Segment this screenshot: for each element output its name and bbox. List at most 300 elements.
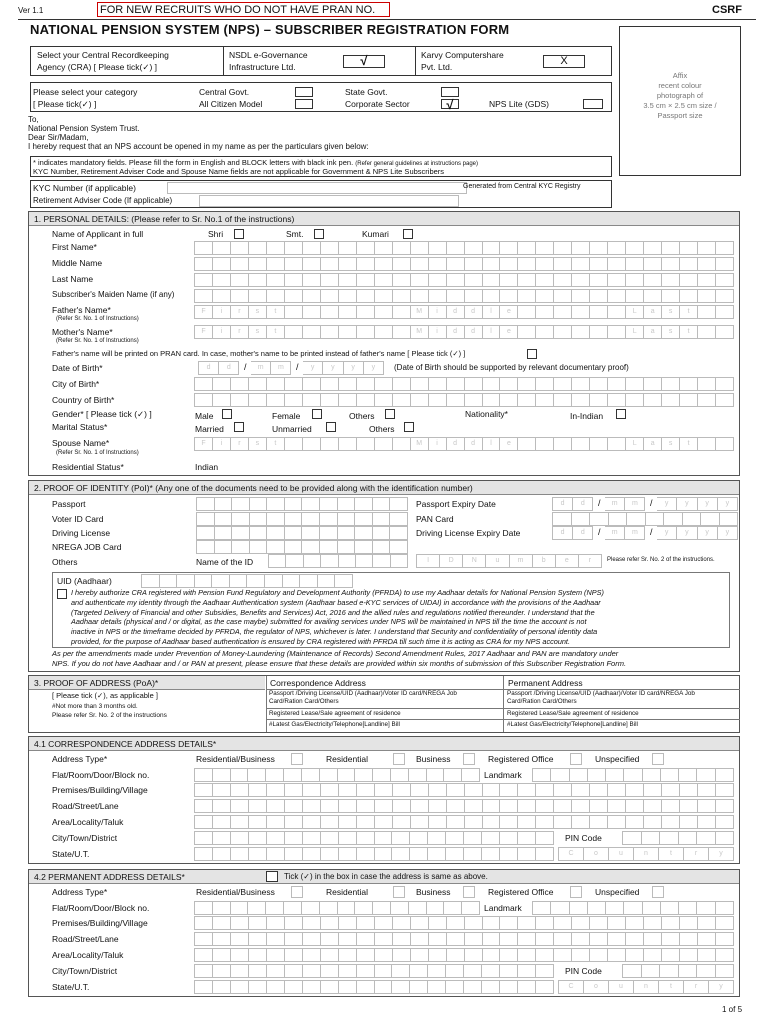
maiden-name-input-cell[interactable]	[500, 289, 518, 303]
dl-expiry-input-cell[interactable]: y	[657, 526, 677, 540]
spouse-name-input[interactable]	[194, 437, 734, 451]
last-name-input-cell[interactable]	[339, 273, 357, 287]
corr-premises-input-cell[interactable]	[194, 783, 213, 797]
last-name-input-cell[interactable]	[626, 273, 644, 287]
middle-name-input-cell[interactable]	[213, 257, 231, 271]
perm-state-input-cell[interactable]	[500, 980, 518, 994]
maiden-name-input-cell[interactable]	[321, 289, 339, 303]
perm-flat-input-cell[interactable]	[373, 901, 391, 915]
perm-country-input-cell[interactable]: t	[659, 980, 684, 994]
perm-road-input-cell[interactable]	[716, 932, 734, 946]
perm-state-input-cell[interactable]	[482, 980, 500, 994]
perm-area-input-cell[interactable]	[339, 948, 357, 962]
corr-state-input-cell[interactable]	[428, 847, 446, 861]
spouse-name-input-cell[interactable]	[590, 437, 608, 451]
passport-input-cell[interactable]	[320, 497, 338, 511]
corr-road-input-cell[interactable]	[411, 799, 429, 813]
maiden-name-input-cell[interactable]	[194, 289, 213, 303]
corr-premises-input[interactable]	[194, 783, 734, 797]
last-name-input-cell[interactable]	[554, 273, 572, 287]
dl-expiry-input-cell[interactable]: y	[698, 526, 718, 540]
perm-area-input-cell[interactable]	[608, 948, 626, 962]
perm-city-input-cell[interactable]	[194, 964, 213, 978]
corr-road-input-cell[interactable]	[608, 799, 626, 813]
corr-state-input-cell[interactable]	[321, 847, 339, 861]
corr-city-input-cell[interactable]	[410, 831, 428, 845]
middle-name-input-cell[interactable]	[662, 257, 680, 271]
spouse-name-input-cell[interactable]: s	[662, 437, 680, 451]
spouse-name-input-cell[interactable]	[393, 437, 411, 451]
city-of-birth-input-cell[interactable]	[483, 377, 501, 391]
corr-premises-input-cell[interactable]	[554, 783, 572, 797]
name-of-id-input-cell[interactable]	[339, 554, 356, 568]
perm-flat-input-cell[interactable]	[266, 901, 284, 915]
mother-name-input-cell[interactable]: e	[500, 325, 518, 339]
first-name-input-cell[interactable]	[590, 241, 608, 255]
corr-type-reg-checkbox[interactable]	[570, 753, 582, 765]
voter-id-input-cell[interactable]	[250, 512, 268, 526]
corr-area-input-cell[interactable]	[536, 815, 554, 829]
spouse-name-input-cell[interactable]	[357, 437, 375, 451]
perm-road-input-cell[interactable]	[213, 932, 231, 946]
pan-card-input-cell[interactable]	[552, 512, 572, 526]
country-of-birth-input-cell[interactable]	[483, 393, 501, 407]
perm-city-input-cell[interactable]	[446, 964, 464, 978]
corr-flat-input-cell[interactable]	[231, 768, 249, 782]
perm-area-input-cell[interactable]	[285, 948, 303, 962]
corr-premises-input-cell[interactable]	[608, 783, 626, 797]
print-mother-name-checkbox[interactable]	[527, 349, 537, 359]
perm-premises-input-cell[interactable]	[447, 916, 465, 930]
nrega-input-cell[interactable]	[250, 540, 268, 554]
perm-premises-input-cell[interactable]	[339, 916, 357, 930]
father-name-input-cell[interactable]	[716, 305, 734, 319]
pan-card-input-cell[interactable]	[701, 512, 720, 526]
perm-flat-input-cell[interactable]	[231, 901, 249, 915]
corr-area-input-cell[interactable]	[231, 815, 249, 829]
perm-country-input-cell[interactable]: C	[558, 980, 584, 994]
country-of-birth-input-cell[interactable]	[375, 393, 393, 407]
perm-city-input-cell[interactable]	[375, 964, 393, 978]
spouse-name-input-cell[interactable]: s	[249, 437, 267, 451]
id-number-input-cell[interactable]: e	[556, 554, 579, 568]
perm-type-resbus-checkbox[interactable]	[291, 886, 303, 898]
perm-road-input-cell[interactable]	[465, 932, 483, 946]
female-checkbox[interactable]	[312, 409, 322, 419]
uid-input-cell[interactable]	[335, 574, 353, 588]
maiden-name-input-cell[interactable]	[267, 289, 285, 303]
country-of-birth-input-cell[interactable]	[644, 393, 662, 407]
middle-name-input-cell[interactable]	[393, 257, 411, 271]
passport-expiry-input-cell[interactable]: y	[698, 497, 718, 511]
middle-name-input-cell[interactable]	[285, 257, 303, 271]
father-name-input-cell[interactable]: t	[267, 305, 285, 319]
perm-flat-input-cell[interactable]	[194, 901, 213, 915]
corr-road-input-cell[interactable]	[626, 799, 644, 813]
perm-area-input-cell[interactable]	[231, 948, 249, 962]
perm-city-input-cell[interactable]	[357, 964, 375, 978]
country-of-birth-input-cell[interactable]	[698, 393, 716, 407]
maiden-name-input-cell[interactable]	[608, 289, 626, 303]
corr-premises-input-cell[interactable]	[339, 783, 357, 797]
perm-state-input-cell[interactable]	[375, 980, 393, 994]
maiden-name-input-cell[interactable]	[680, 289, 698, 303]
maiden-name-input[interactable]	[194, 289, 734, 303]
corr-area-input-cell[interactable]	[375, 815, 393, 829]
city-of-birth-input-cell[interactable]	[644, 377, 662, 391]
name-of-id-input-cell[interactable]	[286, 554, 303, 568]
corr-area-input-cell[interactable]	[698, 815, 716, 829]
last-name-input-cell[interactable]	[698, 273, 716, 287]
mother-name-input-cell[interactable]	[339, 325, 357, 339]
perm-premises-input-cell[interactable]	[644, 916, 662, 930]
perm-road-input-cell[interactable]	[590, 932, 608, 946]
mother-name-input-cell[interactable]	[716, 325, 734, 339]
corr-pin-input-cell[interactable]	[716, 831, 735, 845]
corr-city-input-cell[interactable]	[392, 831, 410, 845]
first-name-input-cell[interactable]	[716, 241, 734, 255]
same-address-checkbox[interactable]	[266, 871, 278, 882]
city-of-birth-input-cell[interactable]	[626, 377, 644, 391]
passport-input-cell[interactable]	[267, 497, 285, 511]
corr-landmark-input-cell[interactable]	[697, 768, 715, 782]
corr-state-input-cell[interactable]	[194, 847, 213, 861]
perm-city-input-cell[interactable]	[392, 964, 410, 978]
dl-expiry-input-cell[interactable]: d	[552, 526, 573, 540]
perm-country-input-cell[interactable]: o	[584, 980, 609, 994]
corr-road-input-cell[interactable]	[249, 799, 267, 813]
uid-input-cell[interactable]	[212, 574, 230, 588]
nrega-input-cell[interactable]	[373, 540, 391, 554]
father-name-input-cell[interactable]: i	[213, 305, 231, 319]
corr-area-input-cell[interactable]	[572, 815, 590, 829]
corr-road-input-cell[interactable]	[429, 799, 447, 813]
mother-name-input-cell[interactable]: t	[680, 325, 698, 339]
first-name-input-cell[interactable]	[518, 241, 536, 255]
corr-area-input-cell[interactable]	[644, 815, 662, 829]
pan-card-input-cell[interactable]	[646, 512, 665, 526]
country-of-birth-input-cell[interactable]	[716, 393, 734, 407]
middle-name-input-cell[interactable]	[483, 257, 501, 271]
spouse-name-input-cell[interactable]	[572, 437, 590, 451]
corr-premises-input-cell[interactable]	[231, 783, 249, 797]
corr-state-input-cell[interactable]	[339, 847, 357, 861]
dl-expiry-input-cell[interactable]: y	[718, 526, 738, 540]
maiden-name-input-cell[interactable]	[357, 289, 375, 303]
id-number-input[interactable]	[416, 554, 602, 568]
voter-id-input-cell[interactable]	[302, 512, 320, 526]
perm-road-input-cell[interactable]	[483, 932, 501, 946]
spouse-name-input-cell[interactable]	[339, 437, 357, 451]
perm-city-input[interactable]	[194, 964, 554, 978]
country-of-birth-input-cell[interactable]	[572, 393, 590, 407]
corr-premises-input-cell[interactable]	[716, 783, 734, 797]
passport-expiry-input-cell[interactable]: d	[573, 497, 593, 511]
photo-box[interactable]	[619, 26, 741, 176]
perm-premises-input-cell[interactable]	[429, 916, 447, 930]
city-of-birth-input-cell[interactable]	[518, 377, 536, 391]
male-checkbox[interactable]	[222, 409, 232, 419]
state-govt-checkbox[interactable]	[441, 87, 459, 97]
mother-name-input-cell[interactable]: M	[411, 325, 429, 339]
corr-road-input-cell[interactable]	[321, 799, 339, 813]
perm-landmark-input-cell[interactable]	[679, 901, 697, 915]
perm-state-input-cell[interactable]	[231, 980, 249, 994]
perm-area-input-cell[interactable]	[267, 948, 285, 962]
middle-name-input-cell[interactable]	[375, 257, 393, 271]
mother-name-input[interactable]	[194, 325, 734, 339]
middle-name-input-cell[interactable]	[608, 257, 626, 271]
passport-input-cell[interactable]	[196, 497, 215, 511]
corr-area-input-cell[interactable]	[429, 815, 447, 829]
perm-type-unspec-checkbox[interactable]	[652, 886, 664, 898]
father-name-input-cell[interactable]: s	[249, 305, 267, 319]
mother-name-input-cell[interactable]	[393, 325, 411, 339]
mother-name-input-cell[interactable]: s	[662, 325, 680, 339]
middle-name-input-cell[interactable]	[554, 257, 572, 271]
maiden-name-input-cell[interactable]	[644, 289, 662, 303]
kyc-number-input[interactable]	[167, 182, 467, 194]
corr-road-input-cell[interactable]	[644, 799, 662, 813]
id-number-input-cell[interactable]: r	[579, 554, 602, 568]
country-of-birth-input-cell[interactable]	[249, 393, 267, 407]
first-name-input-cell[interactable]	[644, 241, 662, 255]
corr-type-resbus-checkbox[interactable]	[291, 753, 303, 765]
perm-city-input-cell[interactable]	[518, 964, 536, 978]
country-of-birth-input-cell[interactable]	[590, 393, 608, 407]
country-of-birth-input-cell[interactable]	[339, 393, 357, 407]
father-name-input-cell[interactable]	[518, 305, 536, 319]
corr-premises-input-cell[interactable]	[321, 783, 339, 797]
maiden-name-input-cell[interactable]	[590, 289, 608, 303]
country-of-birth-input-cell[interactable]	[518, 393, 536, 407]
spouse-name-input-cell[interactable]: l	[483, 437, 501, 451]
last-name-input-cell[interactable]	[194, 273, 213, 287]
dl-expiry-input-cell[interactable]: /	[650, 527, 653, 537]
city-of-birth-input-cell[interactable]	[194, 377, 213, 391]
spouse-name-input-cell[interactable]	[698, 437, 716, 451]
corr-city-input-cell[interactable]	[194, 831, 213, 845]
driving-license-input-cell[interactable]	[215, 526, 233, 540]
nrega-input-cell[interactable]	[302, 540, 320, 554]
father-name-input-cell[interactable]	[357, 305, 375, 319]
father-name-input-cell[interactable]	[393, 305, 411, 319]
corr-state-input-cell[interactable]	[357, 847, 375, 861]
perm-premises-input-cell[interactable]	[231, 916, 249, 930]
corr-state-input-cell[interactable]	[213, 847, 231, 861]
name-of-id-input-cell[interactable]	[391, 554, 408, 568]
country-of-birth-input-cell[interactable]	[536, 393, 554, 407]
corr-premises-input-cell[interactable]	[465, 783, 483, 797]
corr-city-input-cell[interactable]	[285, 831, 303, 845]
corr-state-input-cell[interactable]	[231, 847, 249, 861]
corr-area-input-cell[interactable]	[321, 815, 339, 829]
mother-name-input-cell[interactable]	[285, 325, 303, 339]
perm-premises-input[interactable]	[194, 916, 734, 930]
first-name-input-cell[interactable]	[608, 241, 626, 255]
spouse-name-input-cell[interactable]	[608, 437, 626, 451]
perm-state-input-cell[interactable]	[194, 980, 213, 994]
maiden-name-input-cell[interactable]	[572, 289, 590, 303]
perm-flat-input[interactable]	[194, 901, 480, 915]
uid-input-cell[interactable]	[230, 574, 248, 588]
perm-area-input-cell[interactable]	[213, 948, 231, 962]
corr-state-input-cell[interactable]	[518, 847, 536, 861]
poa-corr-option-2[interactable]: Registered Lease/Sale agreement of residence	[269, 710, 401, 717]
maiden-name-input-cell[interactable]	[375, 289, 393, 303]
perm-premises-input-cell[interactable]	[194, 916, 213, 930]
perm-pin-input-cell[interactable]	[697, 964, 716, 978]
corr-pin-input-cell[interactable]	[679, 831, 698, 845]
city-of-birth-input-cell[interactable]	[249, 377, 267, 391]
pan-card-input-cell[interactable]	[572, 512, 591, 526]
corr-road-input-cell[interactable]	[662, 799, 680, 813]
maiden-name-input-cell[interactable]	[411, 289, 429, 303]
first-name-input[interactable]	[194, 241, 734, 255]
perm-premises-input-cell[interactable]	[716, 916, 734, 930]
city-of-birth-input-cell[interactable]	[411, 377, 429, 391]
corr-road-input-cell[interactable]	[357, 799, 375, 813]
corr-city-input-cell[interactable]	[518, 831, 536, 845]
dob-input-cell[interactable]: y	[364, 361, 384, 375]
pan-card-input-cell[interactable]	[627, 512, 646, 526]
city-of-birth-input-cell[interactable]	[698, 377, 716, 391]
country-of-birth-input-cell[interactable]	[393, 393, 411, 407]
perm-state-input-cell[interactable]	[339, 980, 357, 994]
maiden-name-input-cell[interactable]	[465, 289, 483, 303]
corr-area-input-cell[interactable]	[339, 815, 357, 829]
father-name-input-cell[interactable]: d	[447, 305, 465, 319]
perm-landmark-input-cell[interactable]	[588, 901, 606, 915]
perm-flat-input-cell[interactable]	[284, 901, 302, 915]
perm-area-input-cell[interactable]	[698, 948, 716, 962]
spouse-name-input-cell[interactable]: i	[429, 437, 447, 451]
last-name-input-cell[interactable]	[716, 273, 734, 287]
perm-pin-input-cell[interactable]	[660, 964, 679, 978]
corr-road-input-cell[interactable]	[267, 799, 285, 813]
id-number-input-cell[interactable]: N	[463, 554, 486, 568]
perm-road-input-cell[interactable]	[626, 932, 644, 946]
first-name-input-cell[interactable]	[357, 241, 375, 255]
perm-state-input-cell[interactable]	[249, 980, 267, 994]
corr-premises-input-cell[interactable]	[626, 783, 644, 797]
country-of-birth-input-cell[interactable]	[447, 393, 465, 407]
in-indian-checkbox[interactable]	[616, 409, 626, 419]
perm-premises-input-cell[interactable]	[321, 916, 339, 930]
nrega-input-cell[interactable]	[320, 540, 338, 554]
passport-input-cell[interactable]	[302, 497, 320, 511]
last-name-input-cell[interactable]	[536, 273, 554, 287]
middle-name-input-cell[interactable]	[716, 257, 734, 271]
spouse-name-input-cell[interactable]	[518, 437, 536, 451]
maiden-name-input-cell[interactable]	[393, 289, 411, 303]
perm-state-input-cell[interactable]	[321, 980, 339, 994]
corr-premises-input-cell[interactable]	[375, 783, 393, 797]
perm-area-input-cell[interactable]	[626, 948, 644, 962]
corr-premises-input-cell[interactable]	[590, 783, 608, 797]
corr-area-input-cell[interactable]	[500, 815, 518, 829]
nrega-input-cell[interactable]	[232, 540, 250, 554]
pan-card-input-cell[interactable]	[664, 512, 683, 526]
city-of-birth-input-cell[interactable]	[375, 377, 393, 391]
father-name-input-cell[interactable]: s	[662, 305, 680, 319]
perm-premises-input-cell[interactable]	[357, 916, 375, 930]
first-name-input-cell[interactable]	[536, 241, 554, 255]
last-name-input-cell[interactable]	[249, 273, 267, 287]
passport-expiry-input-cell[interactable]: /	[650, 498, 653, 508]
city-of-birth-input-cell[interactable]	[554, 377, 572, 391]
corr-type-bus-checkbox[interactable]	[463, 753, 475, 765]
perm-premises-input-cell[interactable]	[500, 916, 518, 930]
voter-id-input-cell[interactable]	[338, 512, 356, 526]
dob-input-cell[interactable]: /	[243, 362, 247, 372]
father-name-input-cell[interactable]: a	[644, 305, 662, 319]
corr-road-input-cell[interactable]	[339, 799, 357, 813]
name-of-id-input-cell[interactable]	[268, 554, 286, 568]
perm-premises-input-cell[interactable]	[465, 916, 483, 930]
middle-name-input-cell[interactable]	[339, 257, 357, 271]
corr-road-input-cell[interactable]	[393, 799, 411, 813]
uid-input-cell[interactable]	[300, 574, 318, 588]
passport-expiry-input-cell[interactable]: d	[552, 497, 573, 511]
last-name-input-cell[interactable]	[285, 273, 303, 287]
uid-input-cell[interactable]	[177, 574, 195, 588]
dob-input-cell[interactable]: m	[271, 361, 291, 375]
passport-expiry-input[interactable]	[552, 497, 738, 511]
corr-pin-input-cell[interactable]	[622, 831, 642, 845]
poa-perm-option-3[interactable]: #Latest Gas/Electricity/Telephone[Landline] Bill	[507, 721, 638, 728]
passport-expiry-input-cell[interactable]: y	[677, 497, 697, 511]
corr-area-input-cell[interactable]	[483, 815, 501, 829]
corr-city-input-cell[interactable]	[500, 831, 518, 845]
dob-input-cell[interactable]: d	[219, 361, 239, 375]
corr-country-input-cell[interactable]: y	[709, 847, 734, 861]
perm-city-input-cell[interactable]	[464, 964, 482, 978]
father-name-input-cell[interactable]: L	[626, 305, 644, 319]
middle-name-input-cell[interactable]	[357, 257, 375, 271]
poa-perm-option-1[interactable]	[507, 690, 695, 706]
last-name-input-cell[interactable]	[267, 273, 285, 287]
country-of-birth-input-cell[interactable]	[554, 393, 572, 407]
driving-license-input-cell[interactable]	[390, 526, 408, 540]
maiden-name-input-cell[interactable]	[339, 289, 357, 303]
corr-road-input-cell[interactable]	[285, 799, 303, 813]
father-name-input-cell[interactable]: M	[411, 305, 429, 319]
corr-state-input-cell[interactable]	[375, 847, 393, 861]
maiden-name-input-cell[interactable]	[698, 289, 716, 303]
corr-road-input-cell[interactable]	[698, 799, 716, 813]
corr-area-input-cell[interactable]	[411, 815, 429, 829]
city-of-birth-input-cell[interactable]	[447, 377, 465, 391]
corr-road-input-cell[interactable]	[500, 799, 518, 813]
corr-landmark-input-cell[interactable]	[532, 768, 551, 782]
father-name-input-cell[interactable]	[572, 305, 590, 319]
corr-flat-input-cell[interactable]	[302, 768, 320, 782]
corr-flat-input-cell[interactable]	[409, 768, 427, 782]
last-name-input-cell[interactable]	[303, 273, 321, 287]
perm-road-input-cell[interactable]	[375, 932, 393, 946]
perm-area-input-cell[interactable]	[536, 948, 554, 962]
perm-road-input-cell[interactable]	[698, 932, 716, 946]
perm-premises-input-cell[interactable]	[626, 916, 644, 930]
passport-expiry-input-cell[interactable]: y	[718, 497, 738, 511]
perm-flat-input-cell[interactable]	[302, 901, 320, 915]
perm-area-input-cell[interactable]	[554, 948, 572, 962]
country-of-birth-input-cell[interactable]	[267, 393, 285, 407]
corr-area-input-cell[interactable]	[518, 815, 536, 829]
perm-area-input-cell[interactable]	[303, 948, 321, 962]
corr-premises-input-cell[interactable]	[680, 783, 698, 797]
